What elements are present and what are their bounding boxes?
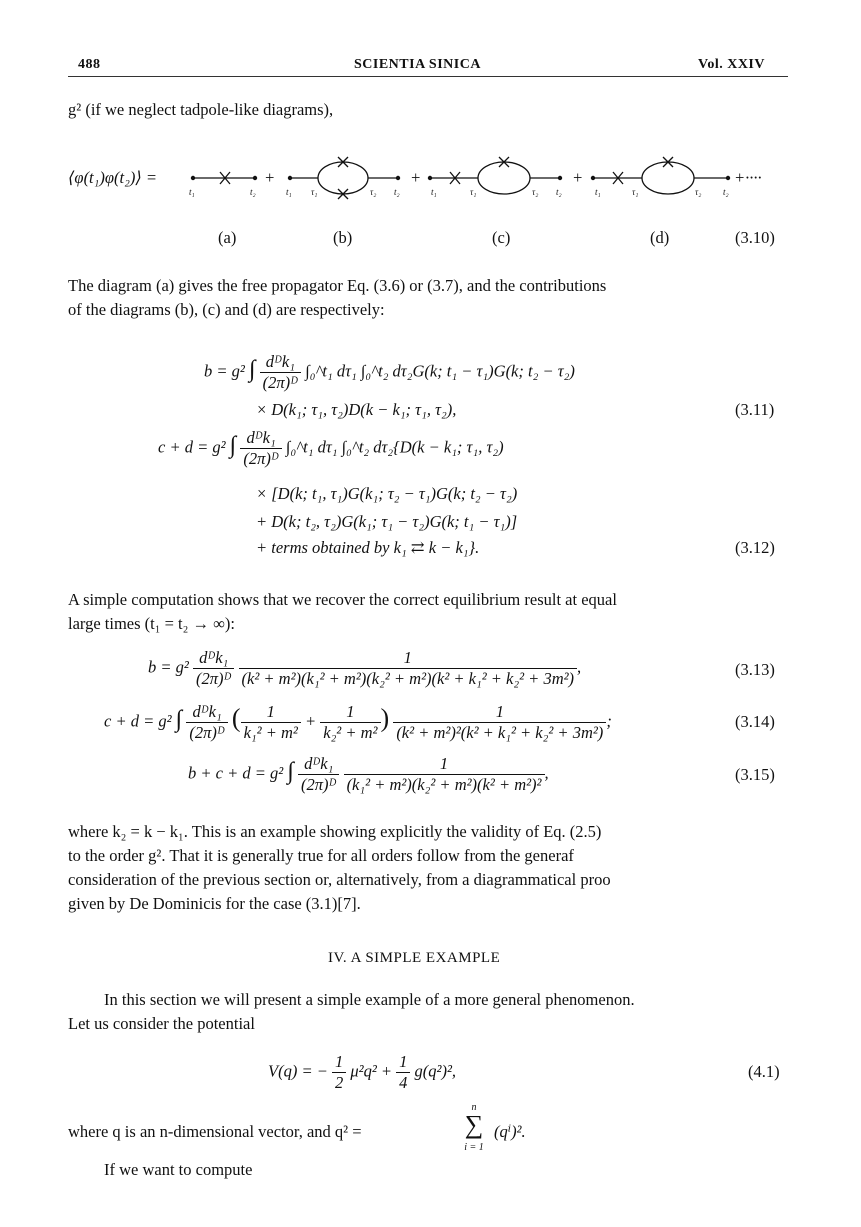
intro-line: g² (if we neglect tadpole-like diagrams),: [68, 100, 334, 119]
sum-term: (qⁱ)².: [494, 1122, 526, 1141]
page-number: 488: [78, 57, 101, 72]
equation-number: (3.10): [735, 228, 775, 247]
equation-number: (3.12): [735, 538, 775, 557]
equation-3-11-line-1: [204, 352, 575, 393]
vertex-label: t₂: [723, 187, 729, 197]
paragraph-line: where k₂ = k − k₁. This is an example showing explicitly the validity of Eq. (2.5): [68, 822, 602, 841]
fraction: $\frac{\text{dᴰk₁}}{\text{(2π)ᴰ}}$: [298, 754, 339, 795]
equation-number: (3.15): [735, 765, 775, 784]
eq-lhs: c + d = g²: [158, 437, 226, 457]
eq-lhs: c + d = g²: [104, 711, 172, 731]
equation-3-14: c + d = g² ∫ $\frac{\text{dᴰk₁}}{\text{(2π)ᴰ}}$ ( $\frac{1}{\text{k₁² + m²}}$ + $\frac{1}{\text{k₂² + m²}}$ ) $\frac{1}{\text{(k² + m²)²(k² + k₁² + k₂² + 3m²)}}$ ;: [104, 702, 612, 742]
eq-lhs: b = g²: [204, 361, 245, 381]
vertex-label: τ₁: [470, 187, 477, 197]
paragraph-line: given by De Dominicis for the case (3.1)[7].: [68, 894, 361, 913]
fraction: $\frac{1}{\text{k₂² + m²}}$: [320, 702, 380, 743]
diagram-label-c: (c): [492, 228, 511, 247]
vertex-label: t₂: [556, 187, 562, 197]
diagram-label-d: (d): [650, 228, 670, 247]
integral-sign: ∫: [248, 356, 256, 383]
equation-4-1: V(q) = − $\frac{1}{2}$ μ²q² + $\frac{1}{4}$ g(q²)²,: [268, 1052, 457, 1092]
equation-3-12-line-3: + D(k; t₂, τ₂)G(k₁; τ₁ − τ₂)G(k; t₁ − τ₁)]: [256, 512, 518, 531]
paragraph-line: If we want to compute: [104, 1160, 253, 1179]
paragraph-line: consideration of the previous section or, alternatively, from a diagrammatical proo: [68, 870, 611, 889]
equation-3-12-line-2: × [D(k; t₁, τ₁)G(k₁; τ₂ − τ₁)G(k; t₂ − τ₂): [256, 484, 518, 503]
equation-number: (4.1): [748, 1062, 780, 1081]
vertex-label: t₁: [189, 187, 195, 197]
vertex-label: t₂: [394, 187, 400, 197]
sum-upper-limit: n: [471, 1102, 477, 1113]
fraction: $\frac{\text{dᴰk₁}}{\text{(2π)ᴰ}}$: [260, 352, 301, 393]
sum-lower-limit: i = 1: [464, 1142, 484, 1153]
journal-title: SCIENTIA SINICA: [354, 57, 481, 72]
vertex-label: τ₂: [370, 187, 377, 197]
integral-sign: ∫: [229, 432, 237, 459]
fraction: $\frac{\text{dᴰk₁}}{\text{(2π)ᴰ}}$: [186, 702, 227, 743]
paragraph-line: Let us consider the potential: [68, 1014, 255, 1033]
vertex-label: t₁: [286, 187, 292, 197]
vertex-label: τ₂: [532, 187, 539, 197]
equation-number: (3.14): [735, 712, 775, 731]
vertex-label: t₁: [431, 187, 437, 197]
eq-lhs: b + c + d = g²: [188, 763, 284, 783]
equation-3-13: b = g² $\frac{\text{dᴰk₁}}{\text{(2π)ᴰ}}$ $\frac{1}{\text{(k² + m²)(k₁² + m²)(k₂² + m²)(k² + k₁² + k₂² + 3m²)}}$ ,: [148, 648, 582, 688]
diagram-lhs: ⟨φ(t₁)φ(t₂)⟩ =: [68, 168, 158, 187]
fraction: $\frac{\text{dᴰk₁}}{\text{(2π)ᴰ}}$: [240, 428, 281, 469]
summation-sign: ∑: [464, 1110, 484, 1139]
fraction: $\frac{1}{2}$: [332, 1052, 346, 1093]
volume-label: Vol. XXIV: [698, 57, 765, 72]
fraction: $\frac{1}{\text{(k² + m²)(k₁² + m²)(k₂² + m²)(k² + k₁² + k₂² + 3m²)}}$: [239, 648, 578, 689]
paragraph-line: In this section we will present a simple example of a more general phenomenon.: [104, 990, 635, 1009]
paragraph-line: where q is an n-dimensional vector, and q² =: [68, 1122, 362, 1141]
equation-3-12-line-4: + terms obtained by k₁ ⇄ k − k₁}.: [256, 538, 480, 557]
plus-sign: +: [264, 168, 276, 187]
integral-sign: ∫: [175, 706, 183, 733]
diagram-label-a: (a): [218, 228, 237, 247]
feynman-diagrams: [0, 0, 861, 260]
paragraph-line: large times (t₁ = t₂ → ∞):: [68, 614, 235, 633]
eq-body: ∫₀^t₁ dτ₁ ∫₀^t₂ dτ₂{D(k − k₁; τ₁, τ₂): [285, 437, 504, 457]
vertex-label: τ₁: [632, 187, 639, 197]
ellipsis: +····: [734, 168, 762, 187]
plus-sign: +: [572, 168, 584, 187]
vertex-label: t₂: [250, 187, 256, 197]
equation-3-15: b + c + d = g² ∫ $\frac{\text{dᴰk₁}}{\text{(2π)ᴰ}}$ $\frac{1}{\text{(k₁² + m²)(k₂² + m²)(k² + m²)²}}$ ,: [188, 754, 549, 794]
fraction: $\frac{1}{\text{(k² + m²)²(k² + k₁² + k₂² + 3m²)}}$: [393, 702, 606, 743]
vertex-label: τ₂: [695, 187, 702, 197]
vertex-label: τ₁: [311, 187, 318, 197]
vertex-label: t₁: [595, 187, 601, 197]
fraction: $\frac{1}{\text{k₁² + m²}}$: [241, 702, 301, 743]
paragraph-line: to the order g². That it is generally true for all orders follow from the generaf: [68, 846, 574, 865]
plus-sign: +: [410, 168, 422, 187]
paragraph-line: A simple computation shows that we recover the correct equilibrium result at equal: [68, 590, 617, 609]
paragraph-line: of the diagrams (b), (c) and (d) are respectively:: [68, 300, 385, 319]
equation-number: (3.13): [735, 660, 775, 679]
fraction: $\frac{1}{4}$: [396, 1052, 410, 1093]
equation-number: (3.11): [735, 400, 775, 419]
paragraph-line: The diagram (a) gives the free propagator Eq. (3.6) or (3.7), and the contributions: [68, 276, 607, 295]
eq-lhs: b = g²: [148, 657, 189, 677]
fraction: $\frac{1}{\text{(k₁² + m²)(k₂² + m²)(k² + m²)²}}$: [344, 754, 545, 795]
equation-3-11-line-2: × D(k₁; τ₁, τ₂)D(k − k₁; τ₁, τ₂),: [256, 400, 457, 419]
integral-sign: ∫: [287, 758, 294, 785]
section-title: IV. A SIMPLE EXAMPLE: [328, 950, 501, 966]
equation-3-12-line-1: [158, 428, 504, 469]
eq-body: ∫₀^t₁ dτ₁ ∫₀^t₂ dτ₂G(k; t₁ − τ₁)G(k; t₂ − τ₂): [305, 361, 575, 381]
diagram-label-b: (b): [333, 228, 353, 247]
fraction: $\frac{\text{dᴰk₁}}{\text{(2π)ᴰ}}$: [193, 648, 234, 689]
